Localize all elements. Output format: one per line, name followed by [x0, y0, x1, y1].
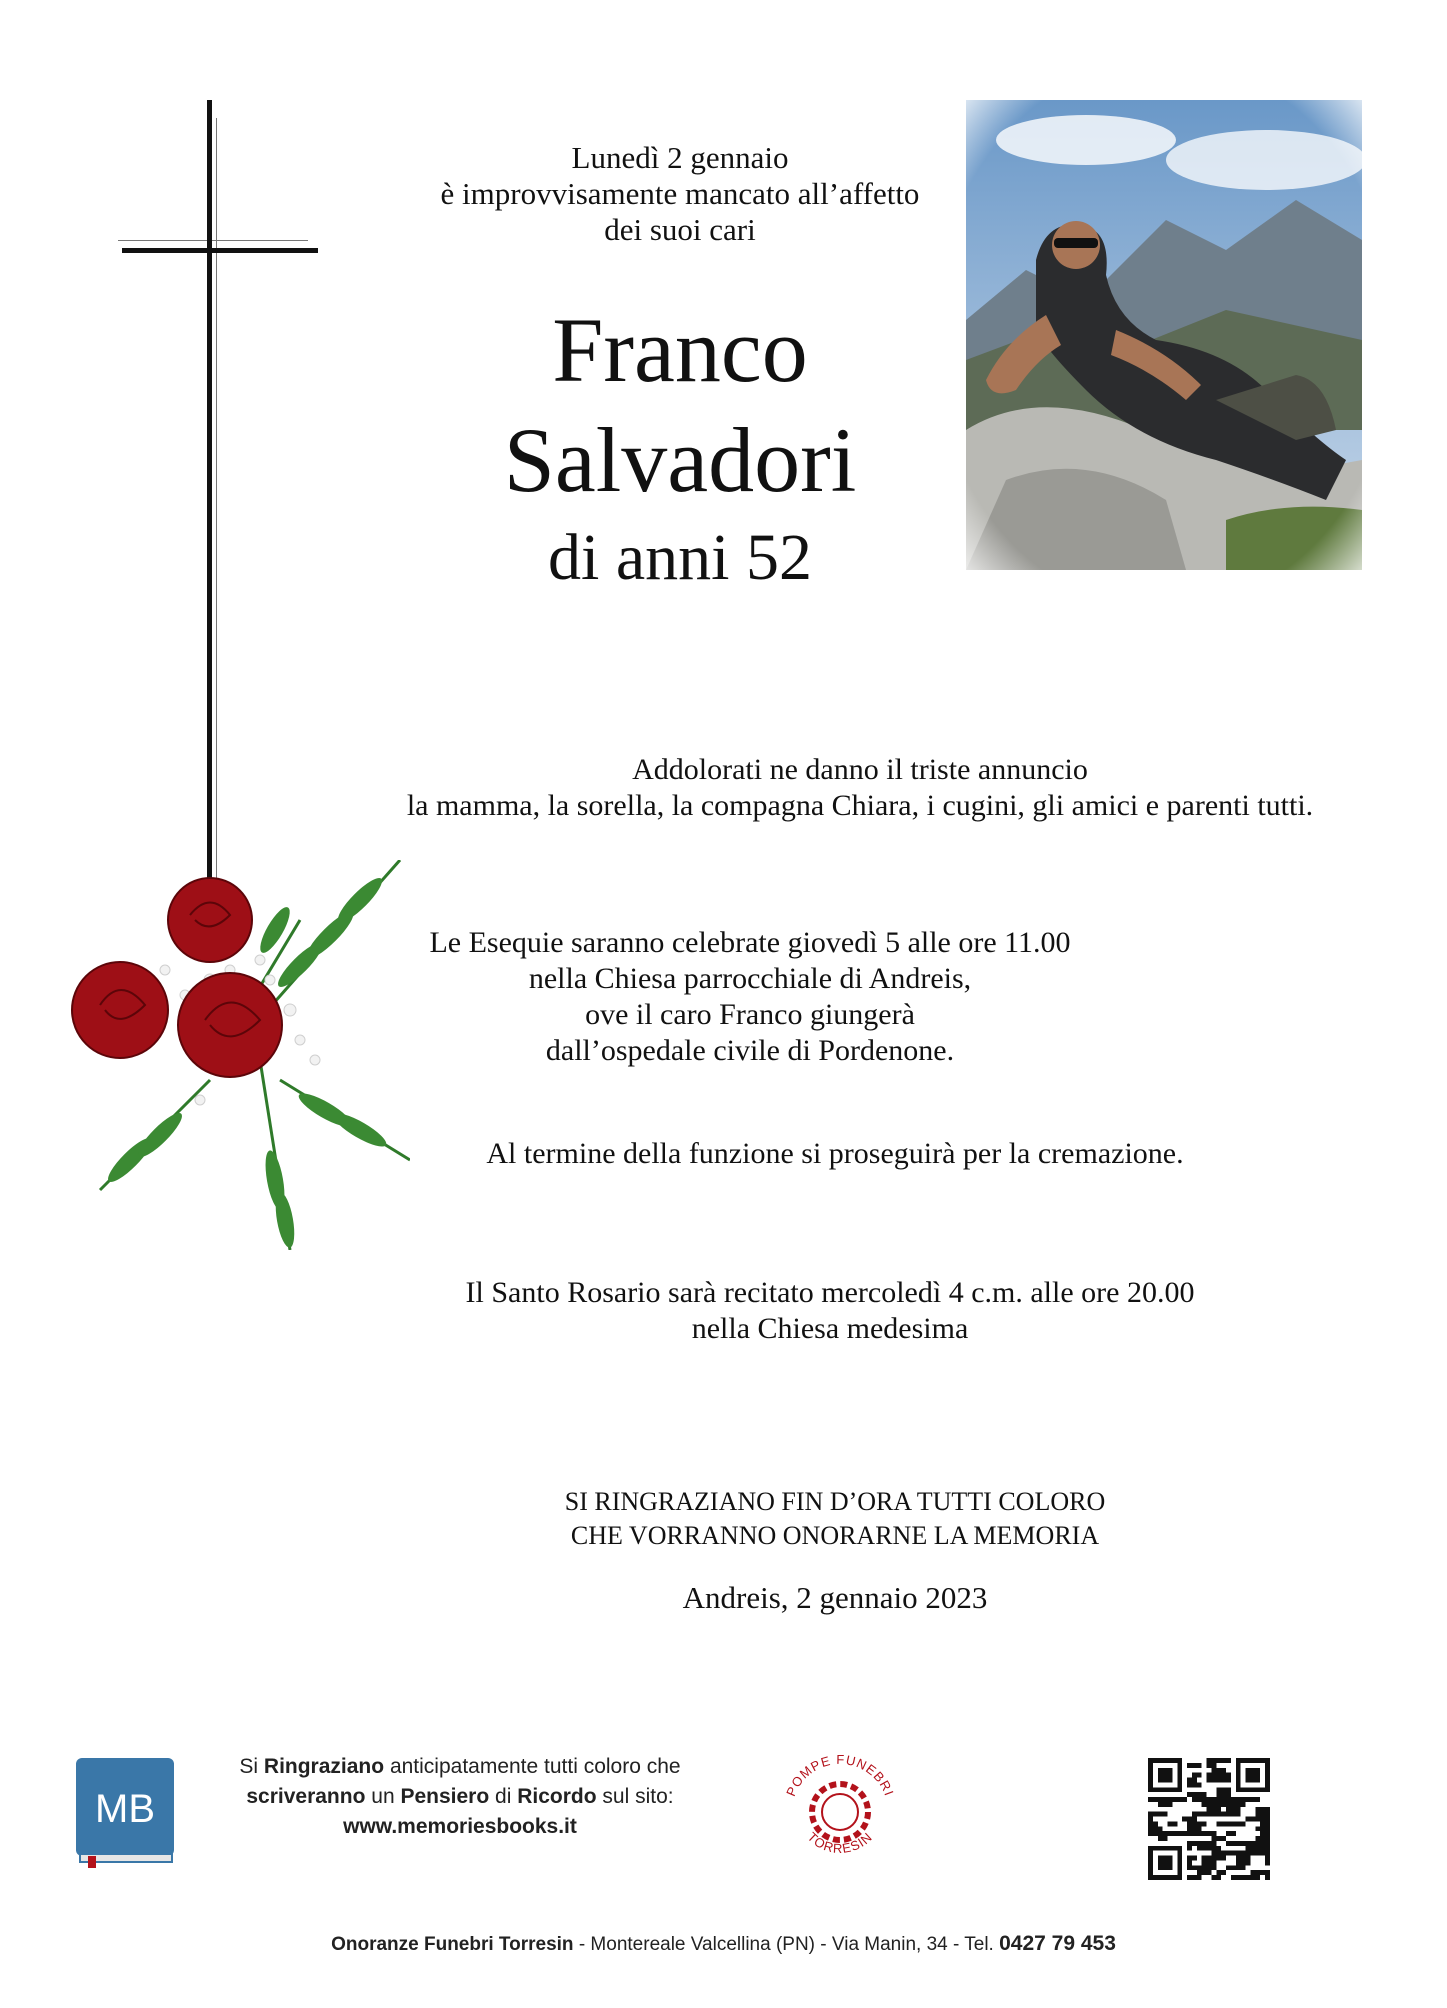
memoriesbooks-message [190, 1752, 730, 1842]
funeral-details [380, 925, 1120, 1069]
msg-bold-2: scriveranno [246, 1785, 366, 1808]
deceased-age: di anni 52 [548, 521, 812, 594]
msg-part-2: anticipatamente tutti coloro che [389, 1755, 681, 1778]
deceased-first-name: Franco [552, 299, 808, 401]
msg-part-5: sul sito: [602, 1785, 674, 1808]
qr-code-icon[interactable] [1148, 1758, 1270, 1880]
rosary-line-1: Il Santo Rosario sarà recitato mercoledì 4 c.m. alle ore 20.00 [465, 1276, 1195, 1309]
rosary-line-2: nella Chiesa medesima [691, 1312, 969, 1345]
roses-bouquet-image [60, 860, 410, 1250]
company-address: - Montereale Valcellina (PN) - Via Manin, 34 - Tel. [573, 1934, 1000, 1955]
msg-part-4: di [495, 1785, 512, 1808]
announcement-text [320, 752, 1400, 824]
cross-icon-vertical [207, 100, 212, 880]
cremation-text: Al termine della funzione si proseguirà per la cremazione. [486, 1137, 1184, 1170]
cross-icon-horizontal [122, 248, 318, 253]
footer-contact-line [100, 1932, 1347, 1956]
torresin-bottom-text: TORRESIN [804, 1829, 876, 1857]
funeral-line-4: dall’ospedale civile di Pordenone. [545, 1034, 955, 1067]
svg-text:POMPE FUNEBRI [783, 1752, 897, 1798]
company-name: Onoranze Funebri Torresin [331, 1934, 574, 1955]
mb-logo-text: MB [95, 1787, 155, 1831]
intro-text [380, 140, 980, 248]
intro-line-2: è improvvisamente mancato all’affetto [440, 176, 920, 211]
portrait-photo [966, 100, 1362, 570]
company-phone: 0427 79 453 [999, 1932, 1116, 1955]
memoriesbooks-logo-icon[interactable] [76, 1758, 174, 1868]
thanks-line-1: SI RINGRAZIANO FIN D’ORA TUTTI COLORO [564, 1487, 1106, 1516]
msg-part-1: Si [239, 1755, 259, 1778]
announce-line-2: la mamma, la sorella, la compagna Chiara, i cugini, gli amici e parenti tutti. [406, 789, 1314, 822]
funeral-line-1: Le Esequie saranno celebrate giovedì 5 alle ore 11.00 [429, 926, 1071, 959]
thanks-line-2: CHE VORRANNO ONORARNE LA MEMORIA [570, 1521, 1100, 1550]
intro-line-3: dei suoi cari [604, 212, 756, 247]
svg-text:TORRESIN [805, 1829, 876, 1856]
msg-bold-4: Ricordo [517, 1785, 597, 1808]
msg-bold-1: Ringraziano [263, 1755, 385, 1778]
torresin-seal-icon [770, 1738, 910, 1878]
cross-icon-shadow-vertical [216, 118, 217, 878]
torresin-top-text: POMPE FUNEBRI [783, 1751, 897, 1799]
place-date: Andreis, 2 gennaio 2023 [682, 1580, 988, 1615]
msg-bold-3: Pensiero [400, 1785, 490, 1808]
msg-part-3: un [371, 1785, 395, 1808]
deceased-last-name: Salvadori [503, 409, 857, 511]
funeral-line-3: ove il caro Franco giungerà [585, 998, 915, 1031]
cross-icon-shadow-horizontal [118, 240, 308, 241]
announce-line-1: Addolorati ne danno il triste annuncio [632, 753, 1088, 786]
memoriesbooks-link[interactable]: www.memoriesbooks.it [343, 1815, 577, 1838]
thanks-text [420, 1485, 1250, 1553]
intro-line-1: Lunedì 2 gennaio [571, 140, 789, 175]
rosary-details [380, 1275, 1280, 1347]
funeral-line-2: nella Chiesa parrocchiale di Andreis, [528, 962, 972, 995]
